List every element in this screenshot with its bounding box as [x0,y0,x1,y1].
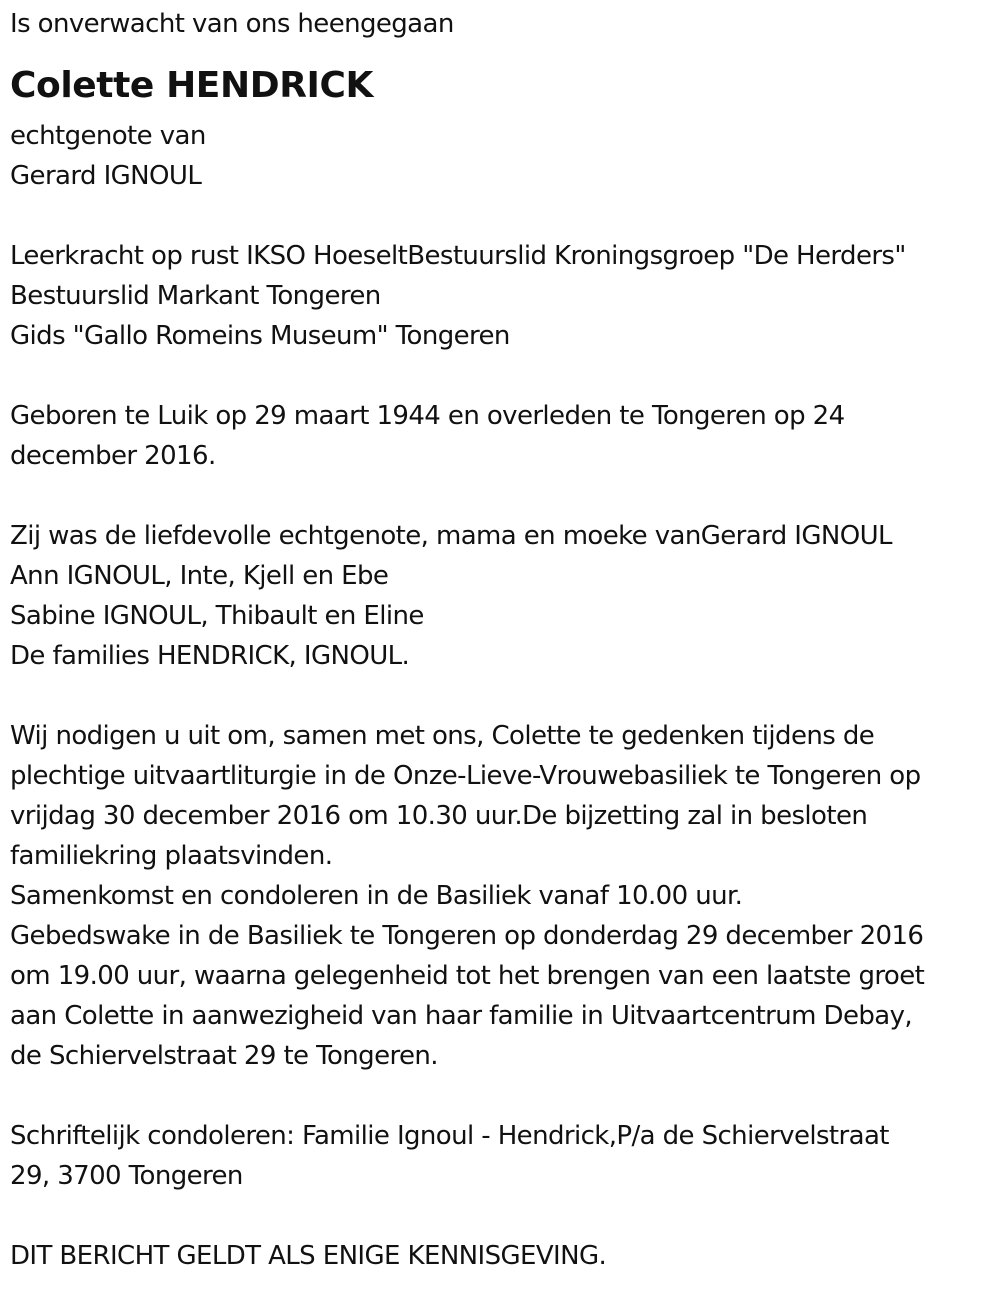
birth-death-line: december 2016. [10,441,216,471]
family-paragraph [10,516,995,676]
deceased-name: Colette HENDRICK [10,65,374,106]
ceremony-line: vrijdag 30 december 2016 om 10.30 uur.De bijzetting zal in besloten [10,801,868,831]
ceremony-line: Samenkomst en condoleren in de Basiliek vanaf 10.00 uur. [10,881,743,911]
role-line: Gids "Gallo Romeins Museum" Tongeren [10,321,510,351]
family-line: Ann IGNOUL, Inte, Kjell en Ebe [10,561,389,591]
ceremony-line: de Schiervelstraat 29 te Tongeren. [10,1041,438,1071]
roles-paragraph [10,236,995,356]
role-line: Leerkracht op rust IKSO HoeseltBestuurslid Kroningsgroep "De Herders" [10,241,906,271]
spacer [10,1076,995,1116]
ceremony-paragraph [10,716,995,1076]
condolences-paragraph [10,1116,995,1196]
condolences-line: 29, 3700 Tongeren [10,1161,243,1191]
ceremony-line: plechtige uitvaartliturgie in de Onze-Lieve-Vrouwebasiliek te Tongeren op [10,761,921,791]
obituary-document [10,4,995,1276]
spouse-label: echtgenote van [10,121,206,151]
spacer [10,196,995,236]
birth-death-line: Geboren te Luik op 29 maart 1944 en overleden te Tongeren op 24 [10,401,845,431]
role-line: Bestuurslid Markant Tongeren [10,281,381,311]
ceremony-line: familiekring plaatsvinden. [10,841,333,871]
intro-text: Is onverwacht van ons heengegaan [10,9,454,39]
ceremony-line: Gebedswake in de Basiliek te Tongeren op donderdag 29 december 2016 [10,921,924,951]
family-line: De families HENDRICK, IGNOUL. [10,641,410,671]
family-line: Sabine IGNOUL, Thibault en Eline [10,601,424,631]
condolences-line: Schriftelijk condoleren: Familie Ignoul - Hendrick,P/a de Schiervelstraat [10,1121,889,1151]
ceremony-line: aan Colette in aanwezigheid van haar familie in Uitvaartcentrum Debay, [10,1001,913,1031]
spacer [10,356,995,396]
ceremony-line: om 19.00 uur, waarna gelegenheid tot het brengen van een laatste groet [10,961,925,991]
spacer [10,476,995,516]
spacer [10,1196,995,1236]
notice-text: DIT BERICHT GELDT ALS ENIGE KENNISGEVING. [10,1241,607,1271]
spouse-name: Gerard IGNOUL [10,161,202,191]
family-line: Zij was de liefdevolle echtgenote, mama en moeke vanGerard IGNOUL [10,521,892,551]
spacer [10,676,995,716]
birth-death-paragraph [10,396,995,476]
ceremony-line: Wij nodigen u uit om, samen met ons, Colette te gedenken tijdens de [10,721,875,751]
